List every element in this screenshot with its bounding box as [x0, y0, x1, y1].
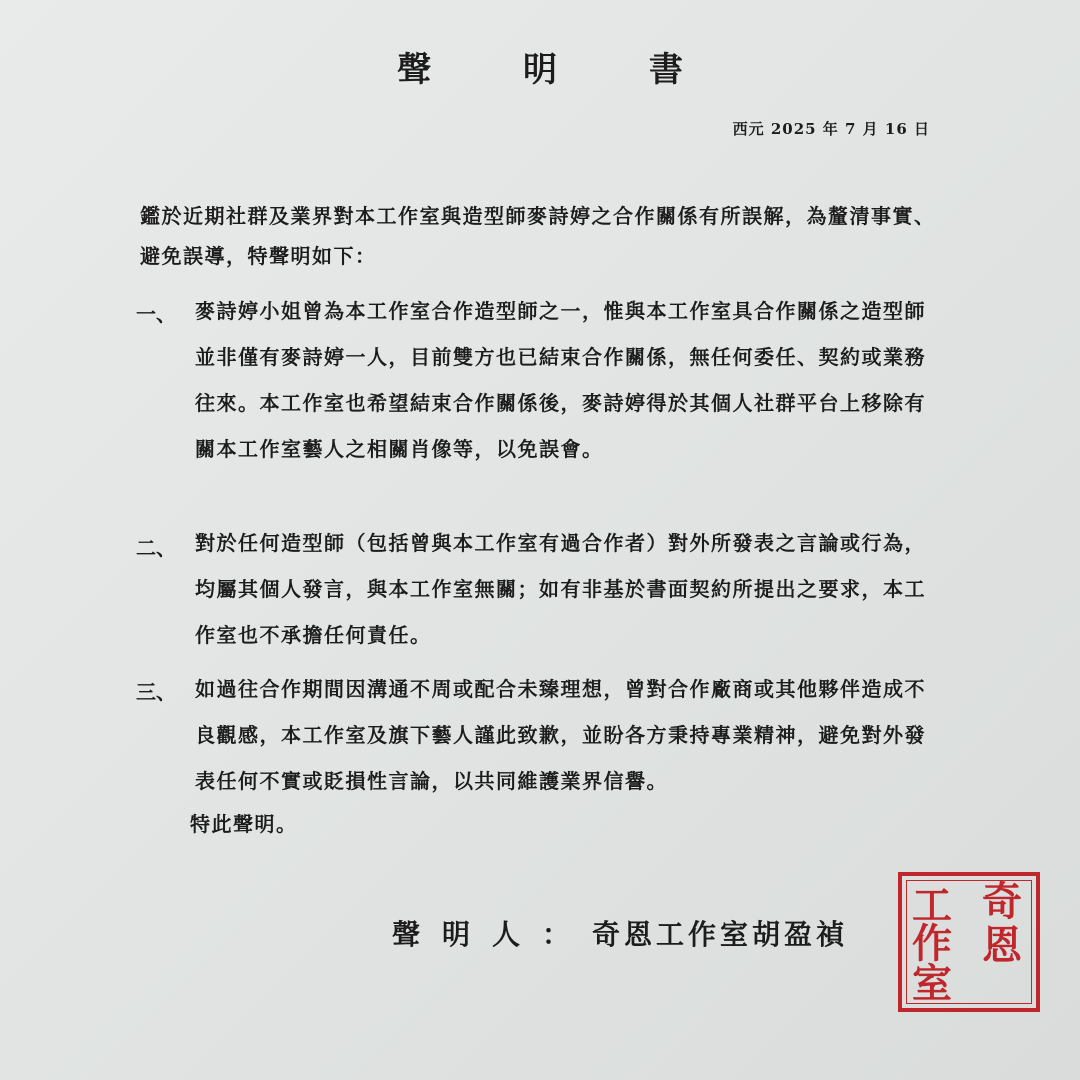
item-3-text: 如過往合作期間因溝通不周或配合未臻理想，曾對合作廠商或其他夥伴造成不良觀感，本工作室及旗下藝人謹此致歉，並盼各方秉持專業精神，避免對外發表任何不實或貶損性言論，以共同維護業界信譽。: [195, 677, 926, 793]
seal-char-4: 作: [912, 920, 952, 967]
company-seal: [898, 872, 1040, 1012]
closing-statement: 特此聲明。: [190, 812, 298, 836]
signer-label: 聲明人：: [392, 918, 593, 951]
seal-char-2: 恩: [982, 922, 1022, 969]
signer-name: 奇恩工作室胡盈禎: [592, 918, 849, 951]
seal-char-3: 工: [912, 882, 952, 929]
seal-char-1: 奇: [982, 878, 1022, 925]
item-1-text: 麥詩婷小姐曾為本工作室合作造型師之一，惟與本工作室具合作關係之造型師並非僅有麥詩婷一人，目前雙方也已結束合作關係，無任何委任、契約或業務往來。本工作室也希望結束合作關係後，麥詩婷得於其個人社群平台上移除有關本工作室藝人之相關肖像等，以免誤會。: [195, 299, 926, 461]
seal-char-5: 室: [912, 960, 952, 1007]
signer-line: [392, 913, 848, 953]
intro-paragraph: 鑑於近期社群及業界對本工作室與造型師麥詩婷之合作關係有所誤解，為釐清事實、避免誤導，特聲明如下：: [140, 204, 936, 268]
item-2-number: 二、: [136, 536, 176, 560]
document-title: 聲 明 書: [397, 50, 723, 90]
item-3-number: 三、: [136, 680, 176, 704]
item-2-text: 對於任何造型師（包括曾與本工作室有過合作者）對外所發表之言論或行為，均屬其個人發言，與本工作室無關；如有非基於書面契約所提出之要求，本工作室也不承擔任何責任。: [195, 531, 926, 647]
document-date: 西元 2025 年 7 月 16 日: [732, 120, 930, 138]
item-1-number: 一、: [136, 302, 176, 326]
